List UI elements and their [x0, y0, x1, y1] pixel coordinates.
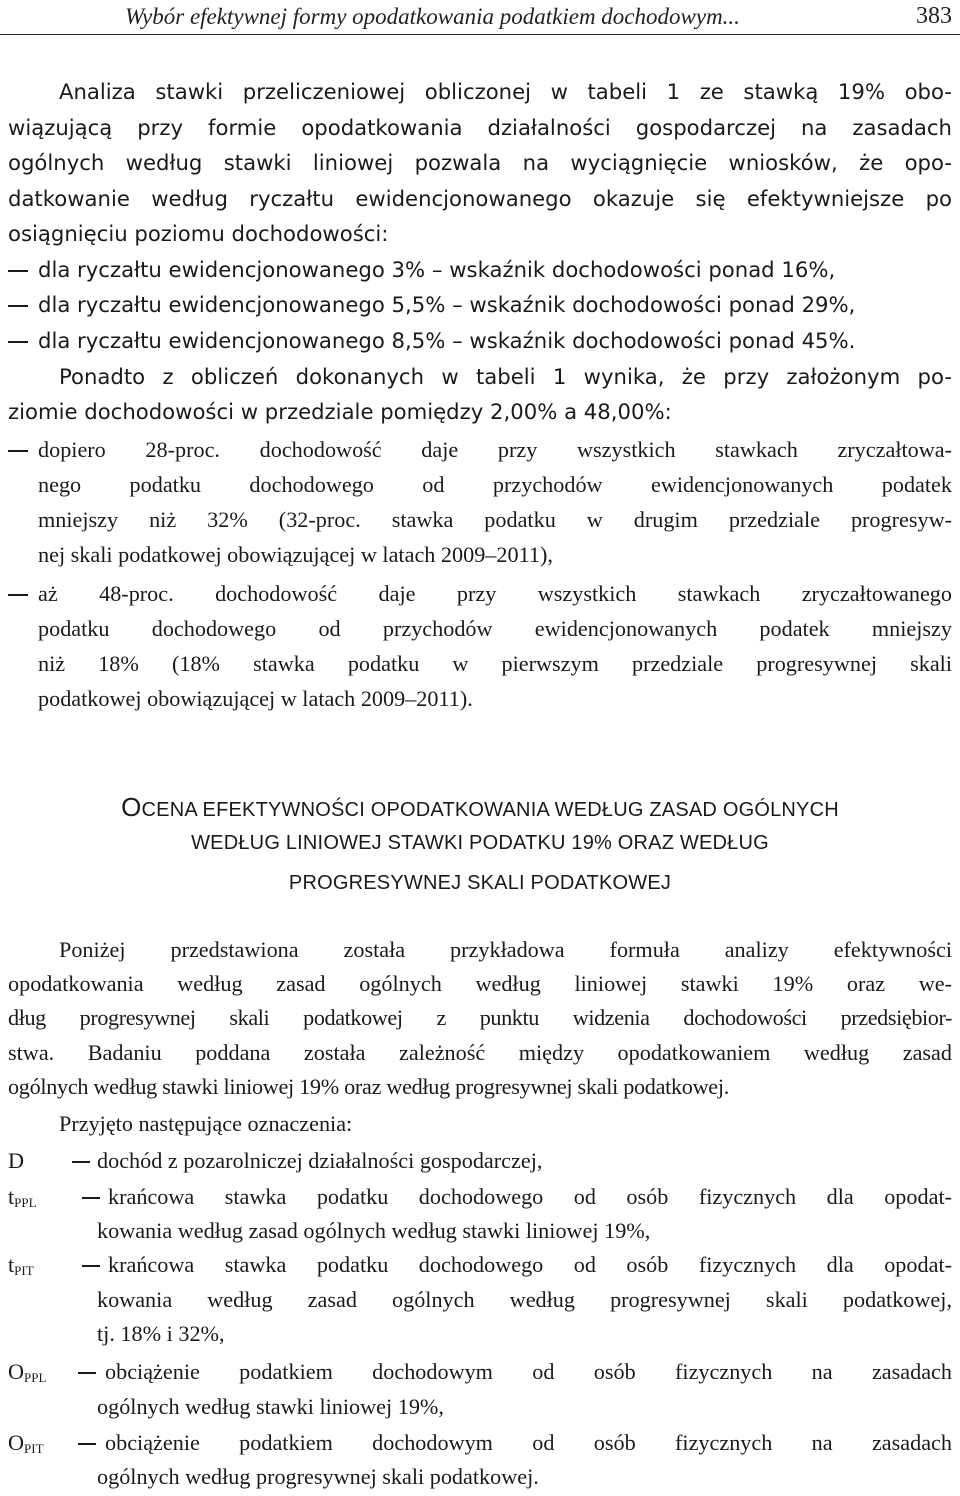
heading-line-1 — [0, 792, 960, 823]
definition-o-ppl — [8, 1357, 952, 1387]
paragraph-line: Ponadto z obliczeń dokonanych w tabeli 1 wynika, że przy założonym po- — [59, 364, 952, 389]
running-title: Wybór efektywnej formy opodatkowania podatkiem dochodowym... — [125, 4, 740, 29]
paragraph-line: osiągnięciu poziomu dochodowości: — [8, 221, 389, 246]
dash-bullet-icon — [78, 1443, 96, 1445]
definition-continuation: ogólnych według stawki liniowej 19%, — [97, 1394, 444, 1419]
definition-continuation: ogólnych według progresywnej skali podatkowej. — [97, 1464, 539, 1489]
definition-o-pit — [8, 1428, 952, 1458]
list-item-continuation: podatku dochodowego od przychodów ewidencjonowanych podatek mniejszy — [38, 616, 952, 641]
list-item-text: dopiero 28-proc. dochodowość daje przy wszystkich stawkach zryczałtowa- — [38, 437, 952, 462]
paragraph-line: ogólnych według stawki liniowej pozwala na wyciągnięcie wniosków, że opo- — [8, 150, 952, 175]
definition-symbol: $t_{PIT}$ — [8, 1252, 34, 1278]
list-item-text: dla ryczałtu ewidencjonowanego 5,5% – wskaźnik dochodowości ponad 29%, — [38, 292, 856, 317]
definition-continuation: tj. 18% i 32%, — [97, 1321, 225, 1346]
list-item — [8, 436, 952, 464]
dash-bullet-icon — [8, 291, 28, 319]
list-item — [8, 291, 952, 319]
definition-text: obciążenie podatkiem dochodowym od osób fizycznych na zasadach — [105, 1430, 952, 1455]
paragraph-line: dług progresywnej skali podatkowej z punktu widzenia dochodowości przedsiębior- — [8, 1005, 952, 1030]
definition-symbol: $O_{PIT}$ — [8, 1430, 44, 1456]
heading-line-2: WEDŁUG LINIOWEJ STAWKI PODATKU 19% ORAZ WEDŁUG — [191, 832, 769, 854]
definition-t-pit — [8, 1250, 952, 1280]
paragraph-line: Poniżej przedstawiona została przykładowa formuła analizy efektywności — [59, 937, 952, 962]
list-item-text: dla ryczałtu ewidencjonowanego 3% – wskaźnik dochodowości ponad 16%, — [38, 257, 836, 282]
dash-bullet-icon — [8, 436, 28, 464]
definition-continuation: kowania według zasad ogólnych według stawki liniowej 19%, — [97, 1218, 651, 1243]
dash-bullet-icon — [82, 1265, 100, 1267]
definition-t-ppl — [8, 1182, 952, 1212]
paragraph-line: datkowanie według ryczałtu ewidencjonowanego okazuje się efektywniejsze po — [8, 186, 952, 211]
list-item-continuation: nej skali podatkowej obowiązującej w latach 2009–2011), — [38, 542, 553, 567]
list-item-text: dla ryczałtu ewidencjonowanego 8,5% – wskaźnik dochodowości ponad 45%. — [38, 328, 856, 353]
definition-text: dochód z pozarolniczej działalności gospodarczej, — [97, 1148, 543, 1173]
list-item-continuation: podatkowej obowiązującej w latach 2009–2011). — [38, 686, 473, 711]
paragraph-line: ogólnych według stawki liniowej 19% oraz według progresywnej skali podatkowej. — [8, 1074, 729, 1099]
dash-bullet-icon — [8, 580, 28, 608]
paragraph-4: Przyjęto następujące oznaczenia: — [59, 1111, 353, 1136]
heading-line-1-text: CENA EFEKTYWNOŚCI OPODATKOWANIA WEDŁUG ZASAD OGÓLNYCH — [141, 799, 839, 821]
list-item-continuation: mniejszy niż 32% (32-proc. stawka podatku w drugim przedziale progresyw- — [38, 507, 952, 532]
page-number: 383 — [916, 3, 952, 29]
heading-line-3: PROGRESYWNEJ SKALI PODATKOWEJ — [288, 872, 672, 894]
definition-text: obciążenie podatkiem dochodowym od osób fizycznych na zasadach — [105, 1359, 952, 1384]
paragraph-line: Analiza stawki przeliczeniowej obliczonej w tabeli 1 ze stawką 19% obo- — [59, 79, 952, 104]
list-item — [8, 580, 952, 608]
dash-bullet-icon — [72, 1161, 90, 1163]
definition-symbol: D — [8, 1148, 25, 1173]
paragraph-line: ziomie dochodowości w przedziale pomiędzy 2,00% a 48,00%: — [8, 399, 672, 424]
dash-bullet-icon — [78, 1372, 96, 1374]
definition-D — [8, 1146, 952, 1176]
definition-symbol: $O_{PPL}$ — [8, 1359, 47, 1385]
paragraph-line: wiązującą przy formie opodatkowania działalności gospodarczej na zasadach — [8, 115, 952, 140]
definition-symbol: $t_{PPL}$ — [8, 1184, 37, 1210]
definition-continuation: kowania według zasad ogólnych według progresywnej skali podatkowej, — [97, 1287, 952, 1312]
list-item — [8, 327, 952, 355]
list-item — [8, 256, 952, 284]
dash-bullet-icon — [8, 256, 28, 284]
heading-initial: O — [121, 792, 142, 822]
definition-text: krańcowa stawka podatku dochodowego od osób fizycznych dla opodat- — [108, 1184, 952, 1209]
paragraph-line: opodatkowania według zasad ogólnych według liniowej stawki 19% oraz we- — [8, 971, 952, 996]
dash-bullet-icon — [82, 1197, 100, 1199]
dash-bullet-icon — [8, 327, 28, 355]
list-item-continuation: niż 18% (18% stawka podatku w pierwszym przedziale progresywnej skali — [38, 651, 952, 676]
paragraph-line: stwa. Badaniu poddana została zależność między opodatkowaniem według zasad — [8, 1040, 952, 1065]
definition-text: krańcowa stawka podatku dochodowego od osób fizycznych dla opodat- — [108, 1252, 952, 1277]
list-item-text: aż 48-proc. dochodowość daje przy wszystkich stawkach zryczałtowanego — [38, 581, 952, 606]
list-item-continuation: nego podatku dochodowego od przychodów ewidencjonowanych podatek — [38, 472, 952, 497]
running-header — [0, 0, 960, 35]
